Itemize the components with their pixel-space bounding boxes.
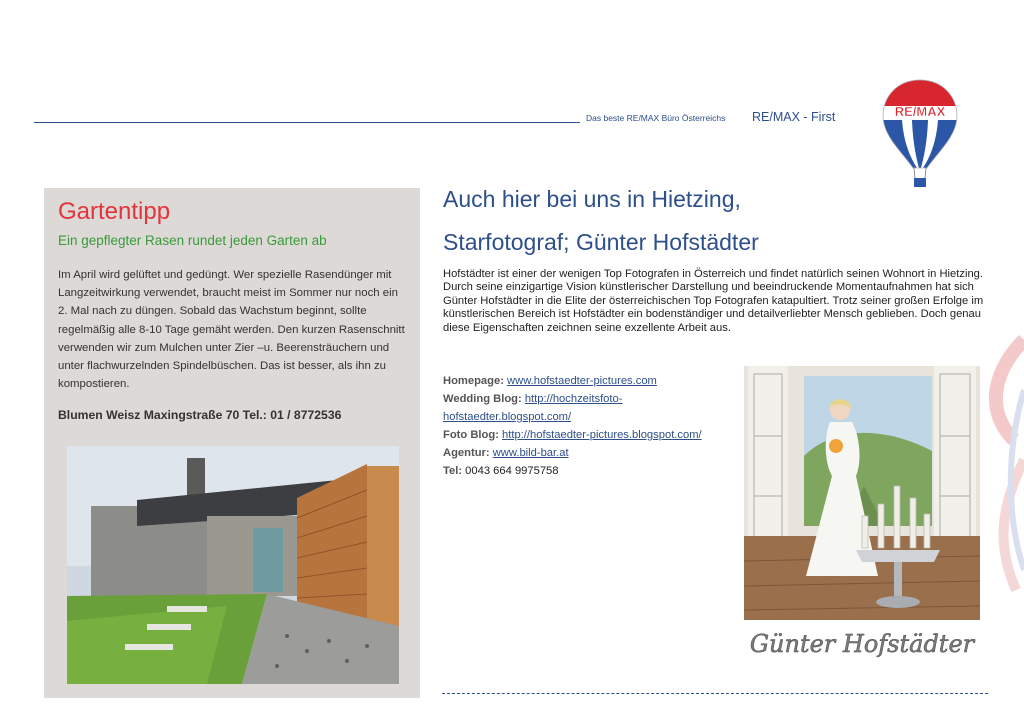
bottom-dashed-rule — [442, 693, 988, 694]
garden-tip-title: Gartentipp — [58, 198, 171, 225]
bride-photo — [744, 366, 980, 622]
homepage-label: Homepage: — [443, 375, 504, 387]
wedding-blog-label: Wedding Blog: — [443, 393, 522, 405]
garden-tip-shop: Blumen Weisz Maxingstraße 70 Tel.: 01 / 8772536 — [58, 408, 342, 422]
tel-value: 0043 664 9975758 — [465, 465, 559, 477]
agentur-label: Agentur: — [443, 447, 490, 459]
wedding-blog-link-part2[interactable]: hofstaedter.blogspot.com/ — [443, 411, 572, 423]
remax-logo-text: RE/MAX — [894, 104, 946, 119]
tel-label: Tel: — [443, 465, 463, 477]
remax-balloon-logo — [880, 76, 960, 194]
signature-text: Günter Hofstädter — [749, 630, 975, 658]
foto-blog-label: Foto Blog: — [443, 429, 499, 441]
header-rule — [34, 122, 580, 123]
contact-block — [443, 372, 743, 480]
header-brand: RE/MAX - First — [752, 110, 836, 124]
signature-graphic — [744, 620, 980, 666]
wedding-blog-link-part1[interactable]: http://hochzeitsfoto- — [524, 393, 623, 405]
modern-house-photo — [67, 446, 399, 684]
article-heading-2: Starfotograf; Günter Hofstädter — [443, 229, 759, 255]
article-body: Hofstädter ist einer der wenigen Top Fotografen in Österreich und findet natürlich seinen Wohnort in Hietzing. Durch seine einzigartige Vision künstlerischer Darstellung und beeindruckende Momentaufnahmen hat sich Günter Hofstädter in die Elite der österreichischen Top Fotografen katapultiert. Trotz seiner großen Erfolge im künstlerischen Bereich ist Hofstädter ein bodenständiger und detailverliebter Mensch geblieben. Doch genau diese Eigenschaften zeichnen seine exzellente Arbeit aus. — [443, 268, 984, 334]
garden-tip-panel — [44, 188, 420, 698]
article-heading-1: Auch hier bei uns in Hietzing, — [443, 186, 741, 212]
homepage-link[interactable]: www.hofstaedter-pictures.com — [507, 375, 657, 387]
garden-tip-subtitle: Ein gepflegter Rasen rundet jeden Garten ab — [58, 233, 327, 248]
foto-blog-link[interactable]: http://hofstaedter-pictures.blogspot.com/ — [502, 429, 702, 441]
header-tagline: Das beste RE/MAX Büro Österreichs — [586, 113, 726, 123]
garden-tip-body: Im April wird gelüftet und gedüngt. Wer spezielle Rasendünger mit Langzeitwirkung verwendet, braucht meist im Sommer nur noch ein 2. Mal nach zu düngen. Sobald das Wachstum beginnt, sollte regelmäßig alle 8-10 Tage gemäht werden. Den kurzen Rasenschnitt verwenden wir zum Mulchen unter Zier –u. Beerensträuchern und unter flachwurzelnden Spindelbüschen. Das ist besser, als ihn zu kompostieren. — [58, 269, 405, 391]
agentur-link[interactable]: www.bild-bar.at — [492, 447, 569, 459]
